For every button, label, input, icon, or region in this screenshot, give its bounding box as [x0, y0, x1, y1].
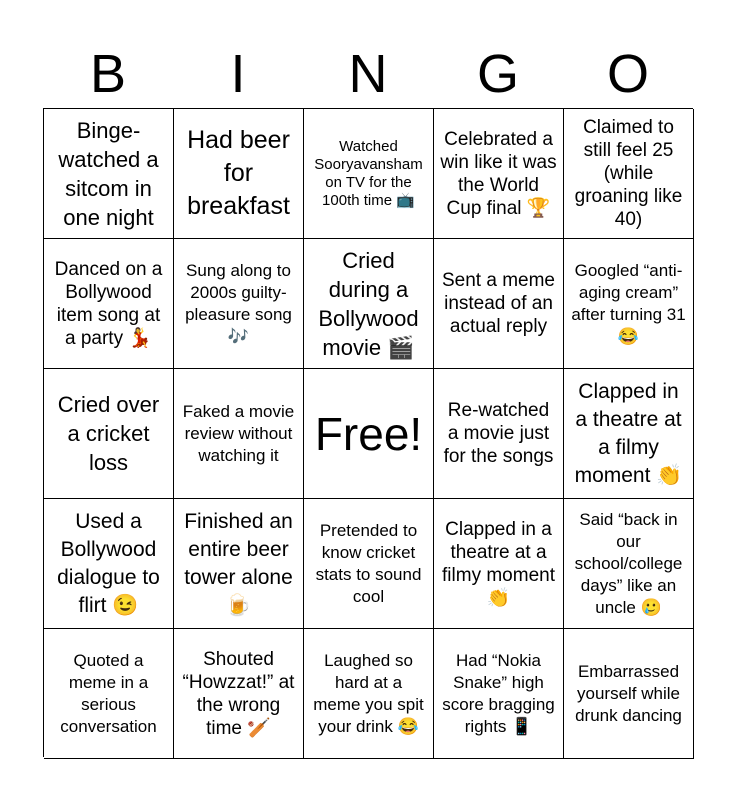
bingo-cell[interactable]: [44, 629, 174, 759]
bingo-cell[interactable]: [564, 109, 694, 239]
bingo-cell-text: Binge-watched a sitcom in one night: [58, 117, 159, 230]
bingo-cell[interactable]: [304, 109, 434, 239]
free-space-label: Free!: [314, 407, 423, 460]
bingo-cell-text: Sent a meme instead of an actual reply: [442, 270, 555, 337]
bingo-cell[interactable]: [44, 499, 174, 629]
header-letter-o: O: [606, 44, 649, 104]
bingo-cell[interactable]: [434, 109, 564, 239]
bingo-cell[interactable]: [174, 109, 304, 239]
bingo-cell-text: Sung along to 2000s guilty-pleasure song 🎶: [185, 260, 292, 346]
bingo-cell-text: Quoted a meme in a serious conversation: [60, 650, 157, 736]
bingo-cell[interactable]: [564, 369, 694, 499]
bingo-cell[interactable]: [304, 499, 434, 629]
bingo-grid: [43, 108, 693, 757]
bingo-cell[interactable]: [174, 369, 304, 499]
header-letter-i: I: [230, 44, 246, 104]
bingo-cell-text: Shouted “Howzzat!” at the wrong time 🏏: [182, 648, 295, 739]
bingo-cell-text: Watched Sooryavansham on TV for the 100th time 📺: [314, 137, 423, 209]
bingo-cell-text: Had “Nokia Snake” high score bragging rights 📱: [442, 650, 555, 736]
bingo-cell-text: Clapped in a theatre at a filmy moment 👏: [574, 379, 683, 487]
bingo-cell[interactable]: [434, 239, 564, 369]
bingo-cell-text: Clapped in a theatre at a filmy moment 👏: [442, 518, 555, 609]
header-letter-g: G: [476, 44, 519, 104]
bingo-cell[interactable]: [564, 499, 694, 629]
bingo-cell[interactable]: [564, 239, 694, 369]
bingo-cell-text: Claimed to still feel 25 (while groaning like 40): [574, 117, 683, 230]
bingo-cell[interactable]: [44, 239, 174, 369]
bingo-cell-text: Cried during a Bollywood movie 🎬: [318, 247, 419, 360]
bingo-cell[interactable]: [174, 239, 304, 369]
bingo-cell-text: Googled “anti-aging cream” after turning 31 😂: [571, 260, 686, 346]
bingo-cell-text: Laughed so hard at a meme you spit your drink 😂: [313, 650, 424, 736]
bingo-cell-text: Said “back in our school/college days” like an uncle 🥲: [574, 509, 683, 617]
bingo-cell[interactable]: [304, 629, 434, 759]
bingo-cell[interactable]: [304, 239, 434, 369]
bingo-cell-text: Cried over a cricket loss: [57, 392, 160, 475]
bingo-header: [43, 40, 693, 108]
bingo-cell-text: Danced on a Bollywood item song at a party 💃: [54, 258, 163, 349]
bingo-cell-text: Used a Bollywood dialogue to flirt 😉: [57, 509, 160, 617]
bingo-cell[interactable]: [564, 629, 694, 759]
bingo-cell-text: Faked a movie review without watching it: [182, 401, 295, 465]
bingo-cell-text: Re-watched a movie just for the songs: [443, 400, 554, 467]
bingo-cell-text: Celebrated a win like it was the World Cup final 🏆: [440, 128, 557, 219]
header-letter-b: B: [89, 44, 127, 104]
bingo-cell-text: Had beer for breakfast: [187, 126, 290, 220]
bingo-cell[interactable]: [174, 629, 304, 759]
bingo-cell-text: Finished an entire beer tower alone 🍺: [184, 509, 293, 617]
bingo-cell[interactable]: [434, 629, 564, 759]
bingo-cell[interactable]: [434, 499, 564, 629]
free-space-cell[interactable]: [304, 369, 434, 499]
header-letter-n: N: [348, 44, 388, 104]
bingo-cell[interactable]: [174, 499, 304, 629]
bingo-cell[interactable]: [44, 369, 174, 499]
bingo-cell-text: Pretended to know cricket stats to sound cool: [315, 520, 422, 606]
bingo-cell[interactable]: [44, 109, 174, 239]
bingo-cell[interactable]: [434, 369, 564, 499]
bingo-cell-text: Embarrassed yourself while drunk dancing: [575, 661, 682, 725]
